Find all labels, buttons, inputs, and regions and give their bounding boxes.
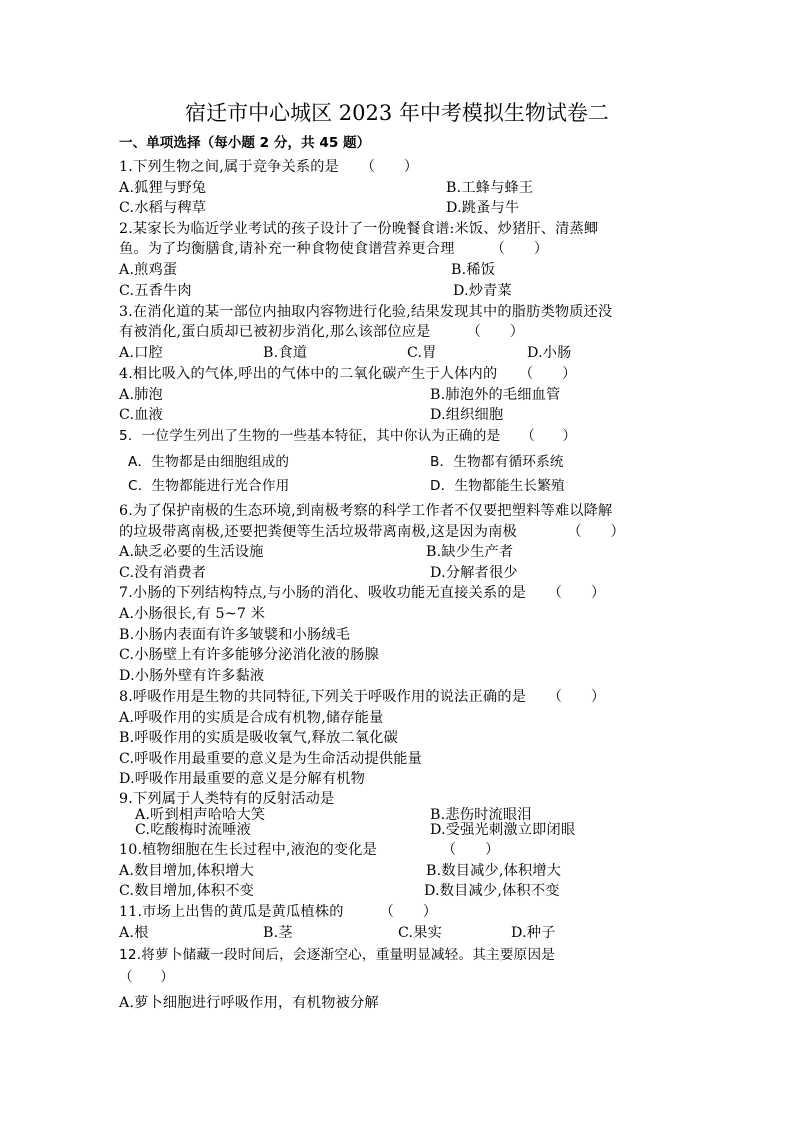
question-3-option-b: B.食道	[263, 345, 308, 361]
page-title: 宿迁市中心城区 2023 年中考模拟生物试卷二	[185, 101, 609, 125]
question-6-stem-line-1: 6.为了保护南极的生态环境,到南极考察的科学工作者不仅要把塑料等难以降解	[119, 503, 613, 519]
question-1-option-a: A.狐狸与野兔	[119, 180, 207, 196]
question-4-option-c: C.血液	[119, 407, 164, 423]
question-2-option-b: B.稀饭	[451, 262, 496, 278]
question-10-option-d: D.数目减少,体积不变	[424, 883, 560, 899]
question-5-option-d: D．生物都能生长繁殖	[430, 478, 565, 494]
question-8-option-d: D.呼吸作用最重要的意义是分解有机物	[119, 771, 365, 787]
question-3-option-c: C.胃	[407, 345, 437, 361]
question-11-option-a: A.根	[119, 925, 149, 941]
question-4-option-d: D.组织细胞	[430, 407, 504, 423]
question-2-stem-line-2: 鱼。为了均衡膳食,请补充一种食物使食谱营养更合理 （ ）	[119, 241, 549, 257]
question-5-option-a: A．生物都是由细胞组成的	[128, 454, 290, 470]
question-4-stem: 4.相比吸入的气体,呼出的气体中的二氧化碳产生于人体内的 （ ）	[119, 366, 577, 382]
question-4-option-b: B.肺泡外的毛细血管	[430, 387, 561, 403]
question-1-stem: 1.下列生物之间,属于竞争关系的是 （ ）	[119, 159, 419, 175]
question-10-stem: 10.植物细胞在生长过程中,液泡的变化是 （ ）	[119, 842, 500, 858]
question-11-option-b: B.茎	[263, 925, 293, 941]
question-6-option-a: A.缺乏必要的生活设施	[119, 544, 264, 560]
question-4-option-a: A.肺泡	[119, 387, 163, 403]
question-5-option-c: C．生物都能进行光合作用	[128, 478, 290, 494]
question-2-option-d: D.炒青菜	[453, 283, 512, 299]
question-8-option-c: C.呼吸作用最重要的意义是为生命活动提供能量	[119, 751, 423, 767]
question-6-option-c: C.没有消费者	[119, 565, 207, 581]
question-10-option-b: B.数目减少,体积增大	[426, 863, 562, 879]
question-1-option-c: C.水稻与稗草	[119, 200, 207, 216]
section-heading: 一、单项选择（每小题 2 分，共 45 题）	[119, 135, 371, 151]
question-2-option-c: C.五香牛肉	[119, 283, 192, 299]
question-6-stem-line-2: 的垃圾带离南极,还要把粪便等生活垃圾带离南极,这是因为南极 （ ）	[119, 524, 625, 540]
question-12-stem-line-1: 12.将萝卜储藏一段时间后，会逐渐空心，重量明显减轻。其主要原因是	[119, 947, 556, 963]
question-2-option-a: A.煎鸡蛋	[119, 262, 178, 278]
question-9-option-b: B.悲伤时流眼泪	[430, 807, 532, 823]
question-2-stem-line-1: 2.某家长为临近学业考试的孩子设计了一份晚餐食谱:米饭、炒猪肝、清蒸鲫	[119, 221, 599, 237]
question-3-stem-line-2: 有被消化,蛋白质却已被初步消化,那么该部位应是 （ ）	[119, 324, 525, 340]
question-8-option-b: B.呼吸作用的实质是吸收氧气,释放二氧化碳	[119, 730, 399, 746]
question-11-stem: 11.市场上出售的黄瓜是黄瓜植株的 （ ）	[119, 904, 438, 920]
question-8-stem: 8.呼吸作用是生物的共同特征,下列关于呼吸作用的说法正确的是 （ ）	[119, 689, 606, 705]
question-9-stem: 9.下列属于人类特有的反射活动是	[119, 791, 335, 807]
question-7-stem: 7.小肠的下列结构特点,与小肠的消化、吸收功能无直接关系的是 （ ）	[119, 585, 606, 601]
question-9-option-d: D.受强光刺激立即闭眼	[430, 822, 576, 838]
question-7-option-a: A.小肠很长,有 5~7 米	[119, 606, 266, 622]
question-1-option-d: D.跳蚤与牛	[446, 200, 520, 216]
question-9-option-a: A.听到相声哈哈大笑	[135, 807, 266, 823]
question-6-option-d: D.分解者很少	[430, 565, 518, 581]
question-11-option-d: D.种子	[511, 925, 556, 941]
question-9-option-c: C.吃酸梅时流唾液	[135, 822, 251, 838]
question-7-option-d: D.小肠外壁有许多黏液	[119, 668, 265, 684]
question-10-option-a: A.数目增加,体积增大	[119, 863, 254, 879]
question-1-option-b: B.工蜂与蜂王	[446, 180, 534, 196]
question-7-option-b: B.小肠内表面有许多皱襞和小肠绒毛	[119, 627, 351, 643]
question-12-option-a: A.萝卜细胞进行呼吸作用，有机物被分解	[119, 995, 379, 1011]
question-3-option-d: D.小肠	[527, 345, 572, 361]
question-11-option-c: C.果实	[398, 925, 443, 941]
question-3-stem-line-1: 3.在消化道的某一部位内抽取内容物进行化验,结果发现其中的脂肪类物质还没	[119, 304, 613, 320]
question-12-stem-line-2: （ ）	[119, 969, 175, 985]
question-6-option-b: B.缺少生产者	[426, 544, 514, 560]
question-10-option-c: C.数目增加,体积不变	[119, 883, 255, 899]
question-7-option-c: C.小肠壁上有许多能够分泌消化液的肠腺	[119, 647, 379, 663]
question-8-option-a: A.呼吸作用的实质是合成有机物,储存能量	[119, 710, 384, 726]
question-5-stem: 5．一位学生列出了生物的一些基本特征，其中你认为正确的是 （ ）	[119, 428, 577, 444]
question-3-option-a: A.口腔	[119, 345, 163, 361]
question-5-option-b: B．生物都有循环系统	[430, 454, 564, 470]
